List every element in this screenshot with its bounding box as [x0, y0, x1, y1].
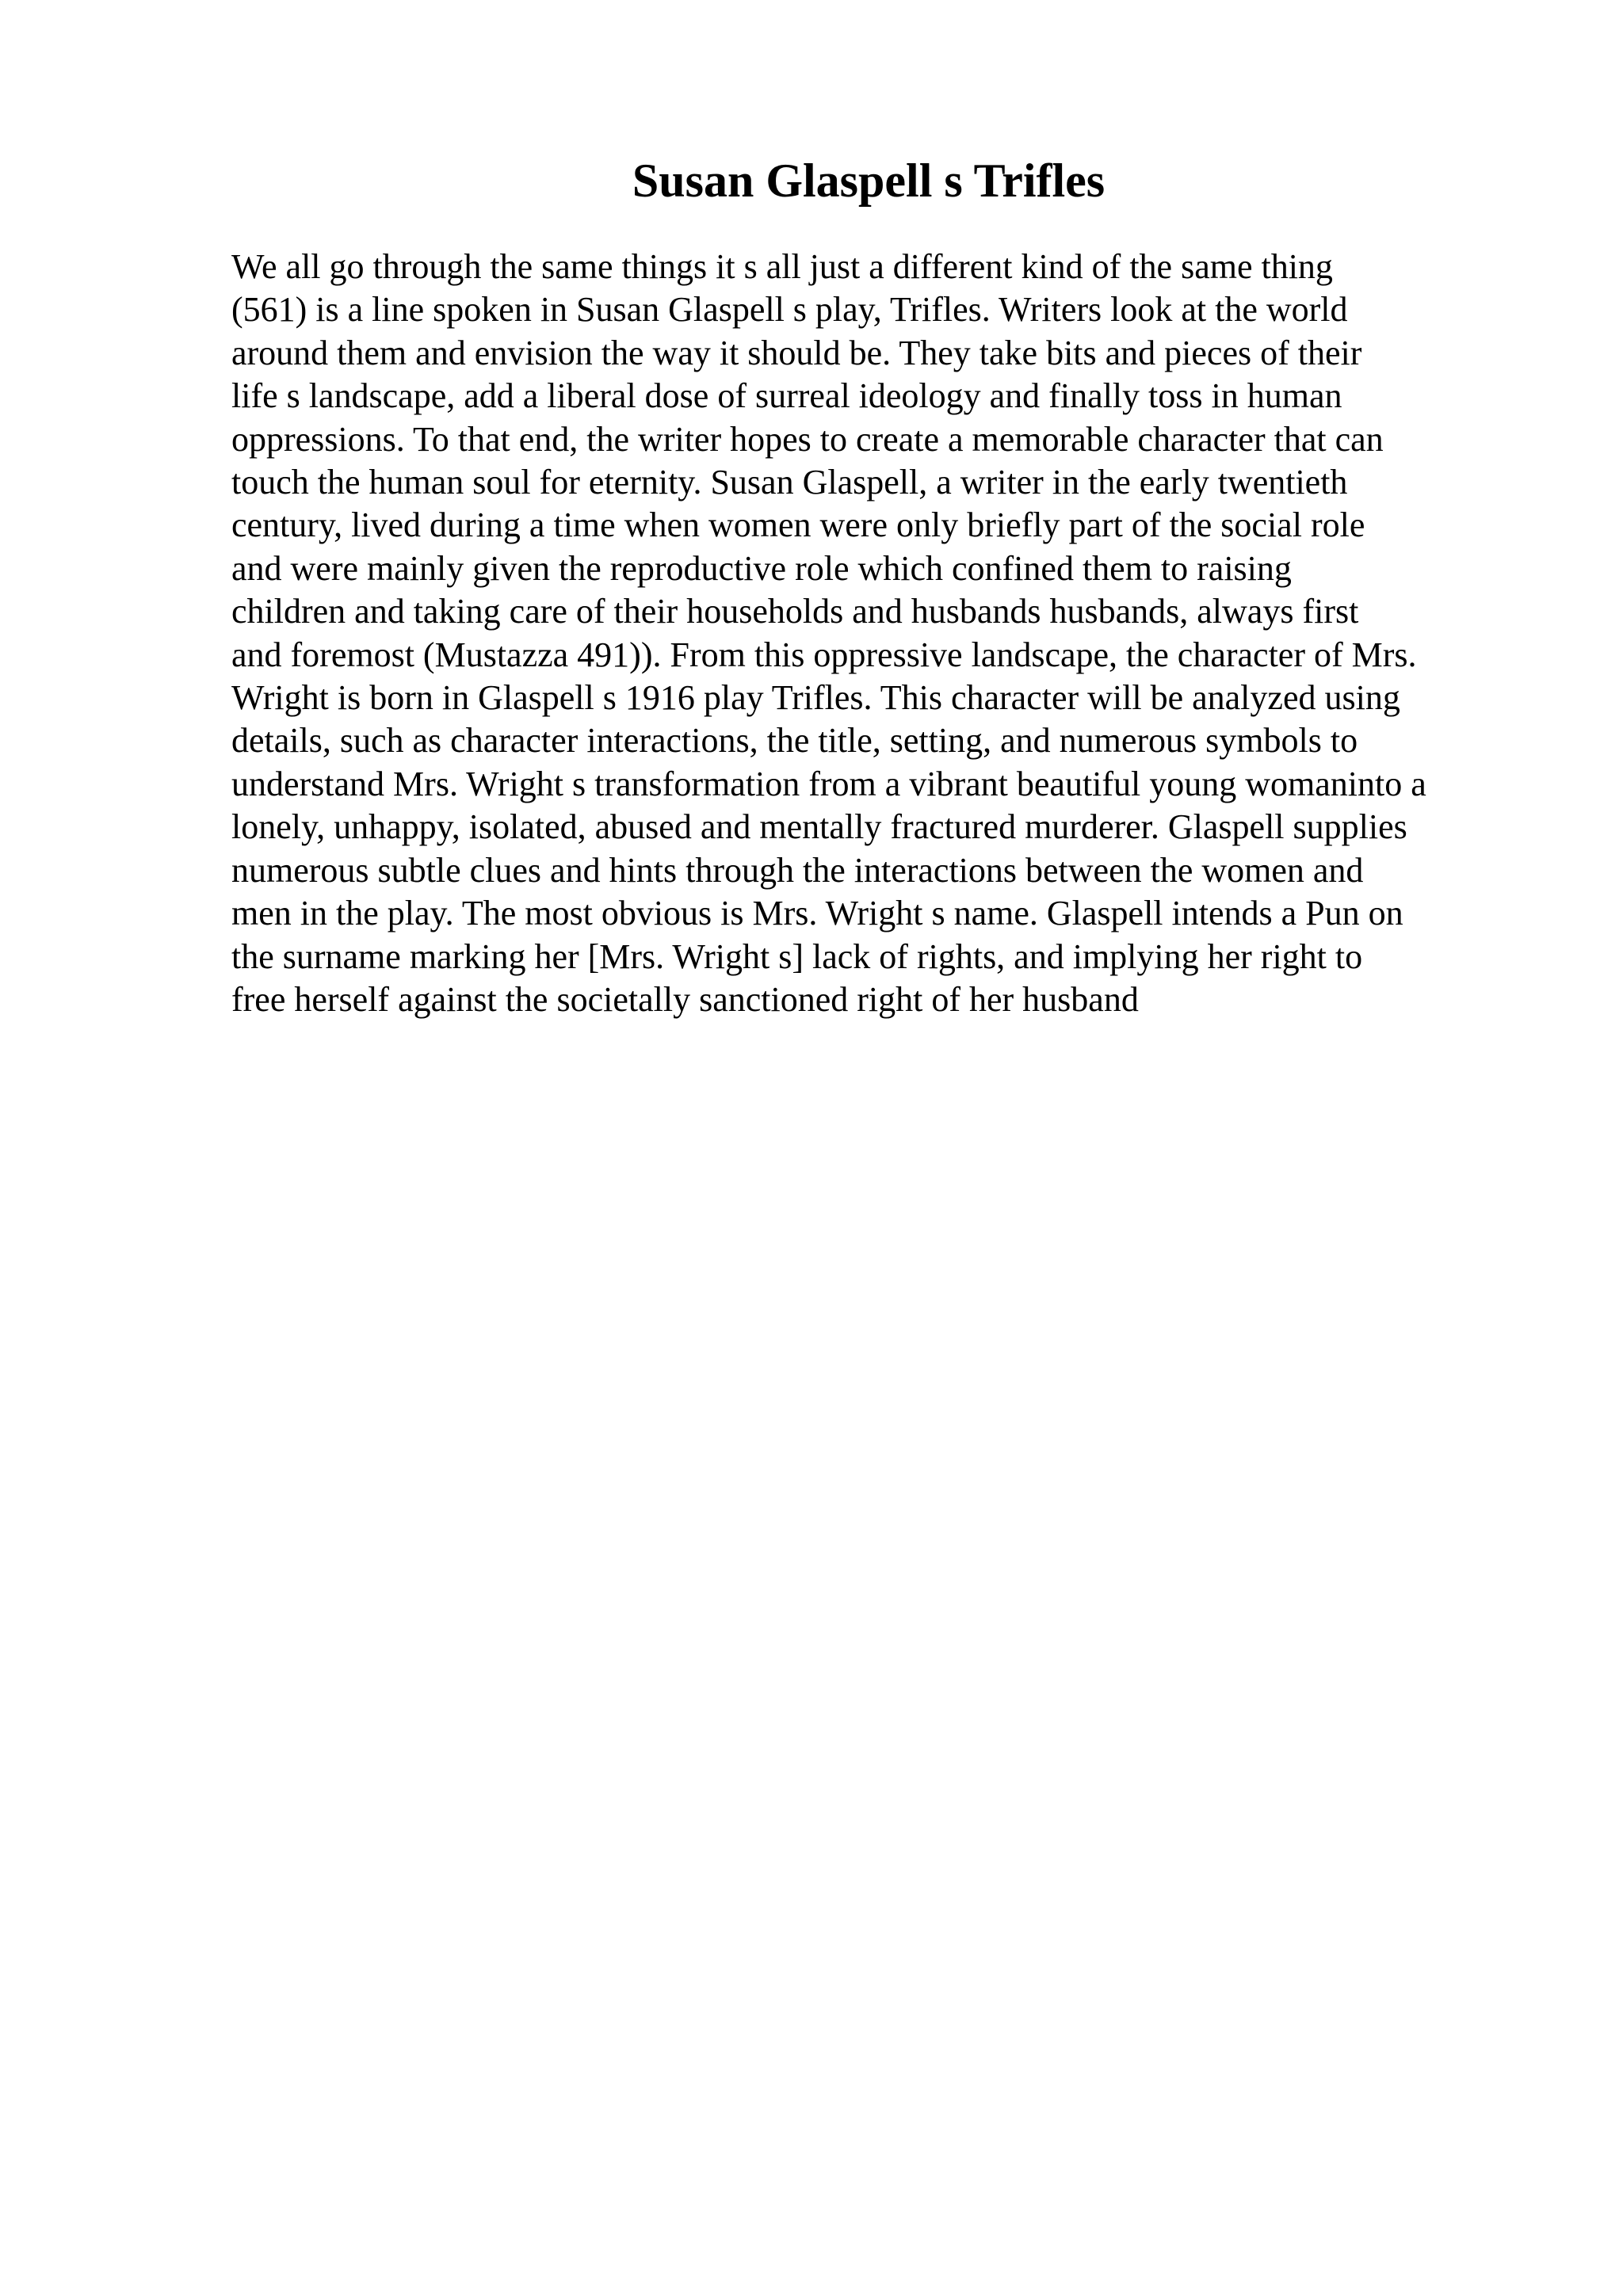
text-line: men in the play. The most obvious is Mrs. Wright s name. Glaspell intends a Pun on: [231, 894, 1403, 933]
text-line: lonely, unhappy, isolated, abused and mentally fractured murderer. Glaspell supplies: [231, 807, 1407, 847]
text-line: the surname marking her [Mrs. Wright s] lack of rights, and implying her right to: [231, 936, 1363, 976]
text-line: life s landscape, add a liberal dose of surreal ideology and finally toss in human: [231, 376, 1342, 416]
text-line: oppressions. To that end, the writer hopes to create a memorable character that can: [231, 419, 1384, 459]
text-line: numerous subtle clues and hints through the interactions between the women and: [231, 850, 1364, 890]
text-line: children and taking care of their households and husbands husbands, always first: [231, 592, 1359, 631]
text-line: details, such as character interactions, the title, setting, and numerous symbols to: [231, 721, 1358, 761]
text-line: Wright is born in Glaspell s 1916 play Trifles. This character will be analyzed using: [231, 678, 1400, 718]
text-line: and foremost (Mustazza 491)). From this oppressive landscape, the character of Mrs.: [231, 635, 1417, 674]
text-line: touch the human soul for eternity. Susan Glaspell, a writer in the early twentieth: [231, 463, 1348, 502]
text-line: century, lived during a time when women were only briefly part of the social role: [231, 505, 1365, 545]
text-line: and were mainly given the reproductive role which confined them to raising: [231, 548, 1292, 588]
text-line: around them and envision the way it should be. They take bits and pieces of their: [231, 333, 1362, 372]
text-line: (561) is a line spoken in Susan Glaspell s play, Trifles. Writers look at the world: [231, 290, 1348, 330]
text-line: free herself against the societally sanctioned right of her husband: [231, 979, 1139, 1019]
document-title: Susan Glaspell s Trifles: [632, 154, 1106, 207]
text-line: understand Mrs. Wright s transformation from a vibrant beautiful young womaninto a: [231, 764, 1426, 803]
text-line: We all go through the same things it s all just a different kind of the same thing: [231, 247, 1333, 286]
body-paragraph: [231, 246, 1579, 1021]
